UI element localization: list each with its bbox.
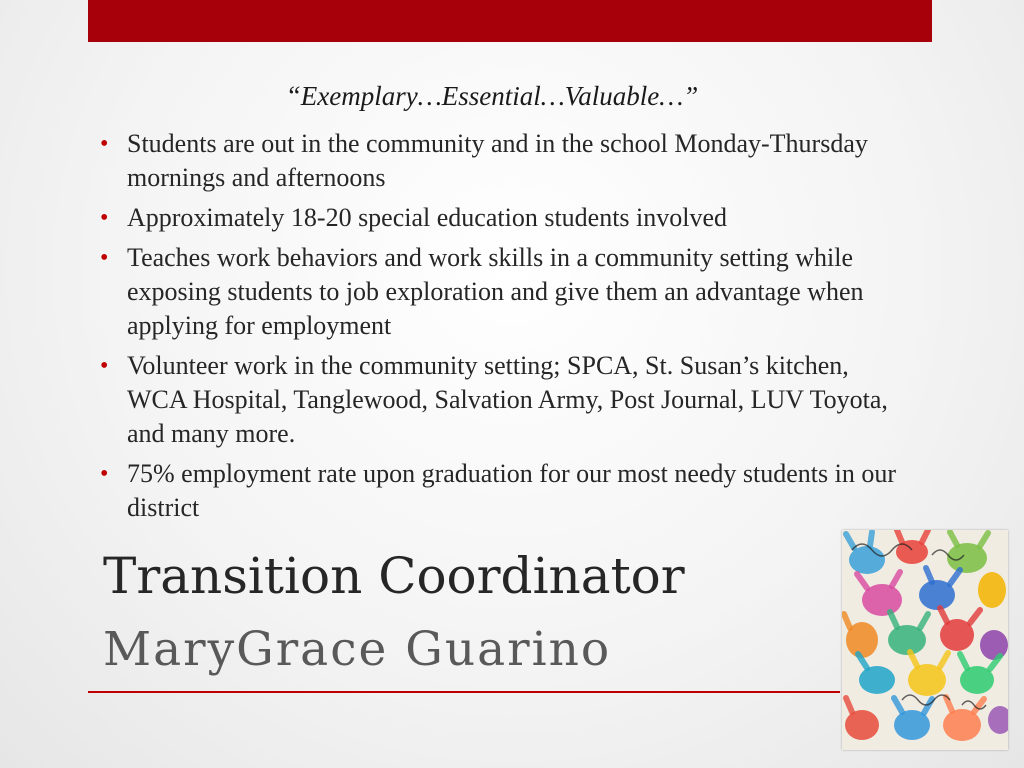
bullet-text: Teaches work behaviors and work skills in a community setting while exposing students to job exploration and give them an advantage when applying for employment (127, 243, 864, 340)
bullet-text: Students are out in the community and in the school Monday-Thursday mornings and afternoons (127, 129, 868, 192)
bullet-item (100, 241, 900, 343)
bullet-dot-icon: • (100, 353, 109, 379)
top-accent-bar (88, 0, 932, 42)
bullet-dot-icon: • (100, 205, 109, 231)
bullet-dot-icon: • (100, 131, 109, 157)
quote-text: “Exemplary…Essential…Valuable…” (285, 81, 699, 111)
bullet-dot-icon: • (100, 245, 109, 271)
slide-title: Transition Coordinator (103, 547, 685, 605)
handprint-art-image (842, 530, 1008, 750)
bullet-item (100, 457, 900, 525)
slide-subtitle: MaryGrace Guarino (103, 622, 612, 677)
bullet-text: Approximately 18-20 special education students involved (127, 203, 728, 232)
bullet-text: Volunteer work in the community setting; SPCA, St. Susan’s kitchen, WCA Hospital, Tanglewood, Salvation Army, Post Journal, LUV Toyota, and many more. (127, 351, 888, 448)
bullet-list (100, 127, 900, 531)
bullet-text: 75% employment rate upon graduation for our most needy students in our district (127, 459, 897, 522)
bullet-item (100, 127, 900, 195)
bullet-item (100, 349, 900, 451)
title-underline (88, 691, 840, 693)
handprint-art-icon (842, 530, 1008, 750)
bullet-dot-icon: • (100, 461, 109, 487)
bullet-item (100, 201, 900, 235)
